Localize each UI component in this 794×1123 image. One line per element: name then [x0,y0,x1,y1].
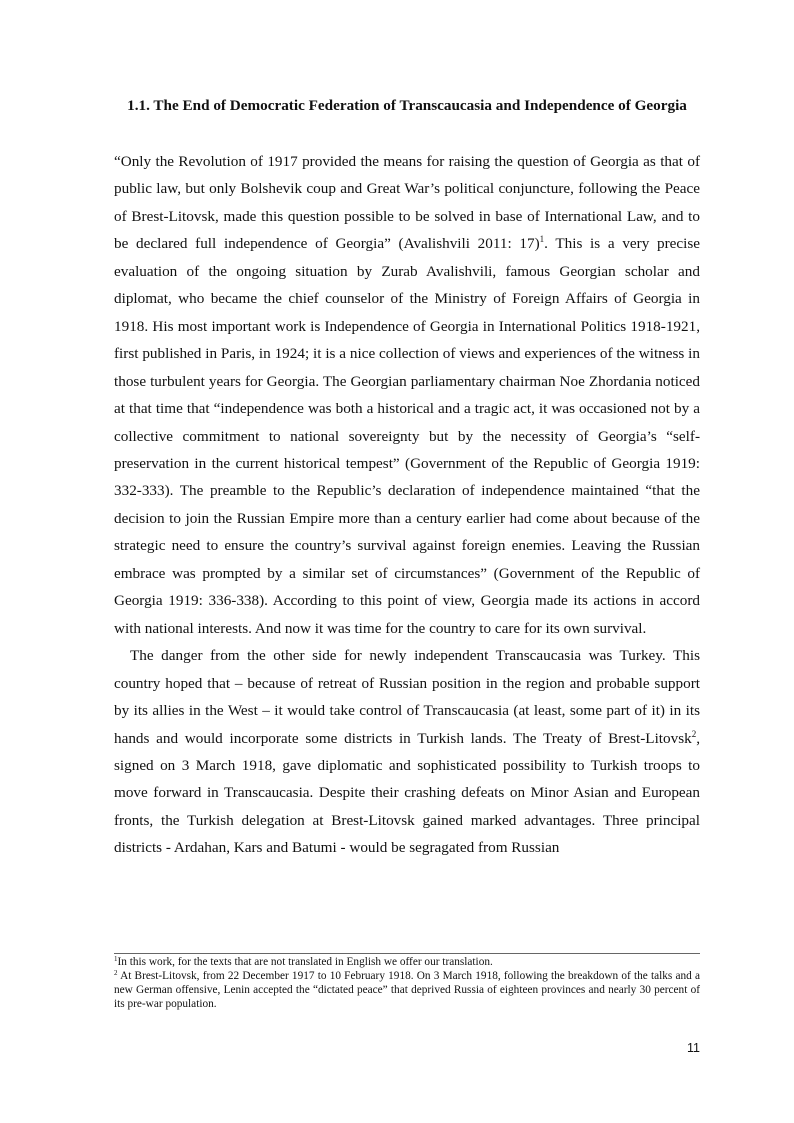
footnotes [114,955,700,1011]
footnote-marker: 1 [114,955,118,963]
page-number: 11 [687,1041,700,1055]
paragraph-text: The danger from the other side for newly independent Transcaucasia was Turkey. This country hoped that – because of retreat of Russian position in the region and probable support by its allies in the West – it would take control of Transcaucasia (at least, some part of it) in its hands and would incorporate some districts in Turkish lands. The Treaty of Brest-Litovsk [114,647,700,747]
paragraph-text: “Only the Revolution of 1917 provided the means for raising the question of Georgia as that of public law, but only Bolshevik coup and Great War’s political conjuncture, following the Peace of Brest-Litovsk, made this question possible to be solved in base of International Law, and to be declared full independence of Georgia” (Avalishvili 2011: 17) [114,153,700,253]
footnote [114,969,700,1011]
footnote-marker: 2 [114,969,118,977]
footnote-text: At Brest-Litovsk, from 22 December 1917 to 10 February 1918. On 3 March 1918, following the breakdown of the talks and a new German offensive, Lenin accepted the “dictated peace” that deprived Russia of eighteen provinces and nearly 30 percent of its pre-war population. [114,970,700,1010]
footnote-reference: 2 [691,728,697,739]
paragraph [114,148,700,642]
paragraph-text: , signed on 3 March 1918, gave diplomatic and sophisticated possibility to Turkish troops to move forward in Transcaucasia. Despite their crashing defeats on Minor Asian and European fronts, the Turkish delegation at Brest-Litovsk gained marked advantages. Three principal districts - Ardahan, Kars and Batumi - would be segragated from Russian [114,729,700,857]
footnote-separator [114,953,700,954]
paragraph [114,642,700,862]
section-heading: 1.1. The End of Democratic Federation of Transcaucasia and Independence of Georgia [127,97,687,114]
paragraph-text: . This is a very precise evaluation of the ongoing situation by Zurab Avalishvili, famous Georgian scholar and diplomat, who became the chief counselor of the Ministry of Foreign Affairs of Georgia in 1918. His most important work is Independence of Georgia in International Politics 1918-1921, first published in Paris, in 1924; it is a nice collection of views and experiences of the witness in those turbulent years for Georgia. The Georgian parliamentary chairman Noe Zhordania noticed at that time that “independence was both a historical and a tragic act, it was occasioned not by a collective commitment to national sovereignty but by the necessity of Georgia’s “self-preservation in the current historical tempest” (Government of the Republic of Georgia 1919: 332-333). The preamble to the Republic’s declaration of independence maintained “that the decision to join the Russian Empire more than a century earlier had come about because of the strategic need to ensure the country’s survival against foreign enemies. Leaving the Russian embrace was prompted by a similar set of circumstances” (Government of the Republic of Georgia 1919: 336-338). According to this point of view, Georgia made its actions in accord with national interests. And now it was time for the country to care for its own survival. [114,235,700,637]
footnote-text: In this work, for the texts that are not translated in English we offer our translation. [117,956,493,968]
footnote [114,955,700,969]
body-text [114,148,700,862]
footnote-reference: 1 [539,234,545,245]
